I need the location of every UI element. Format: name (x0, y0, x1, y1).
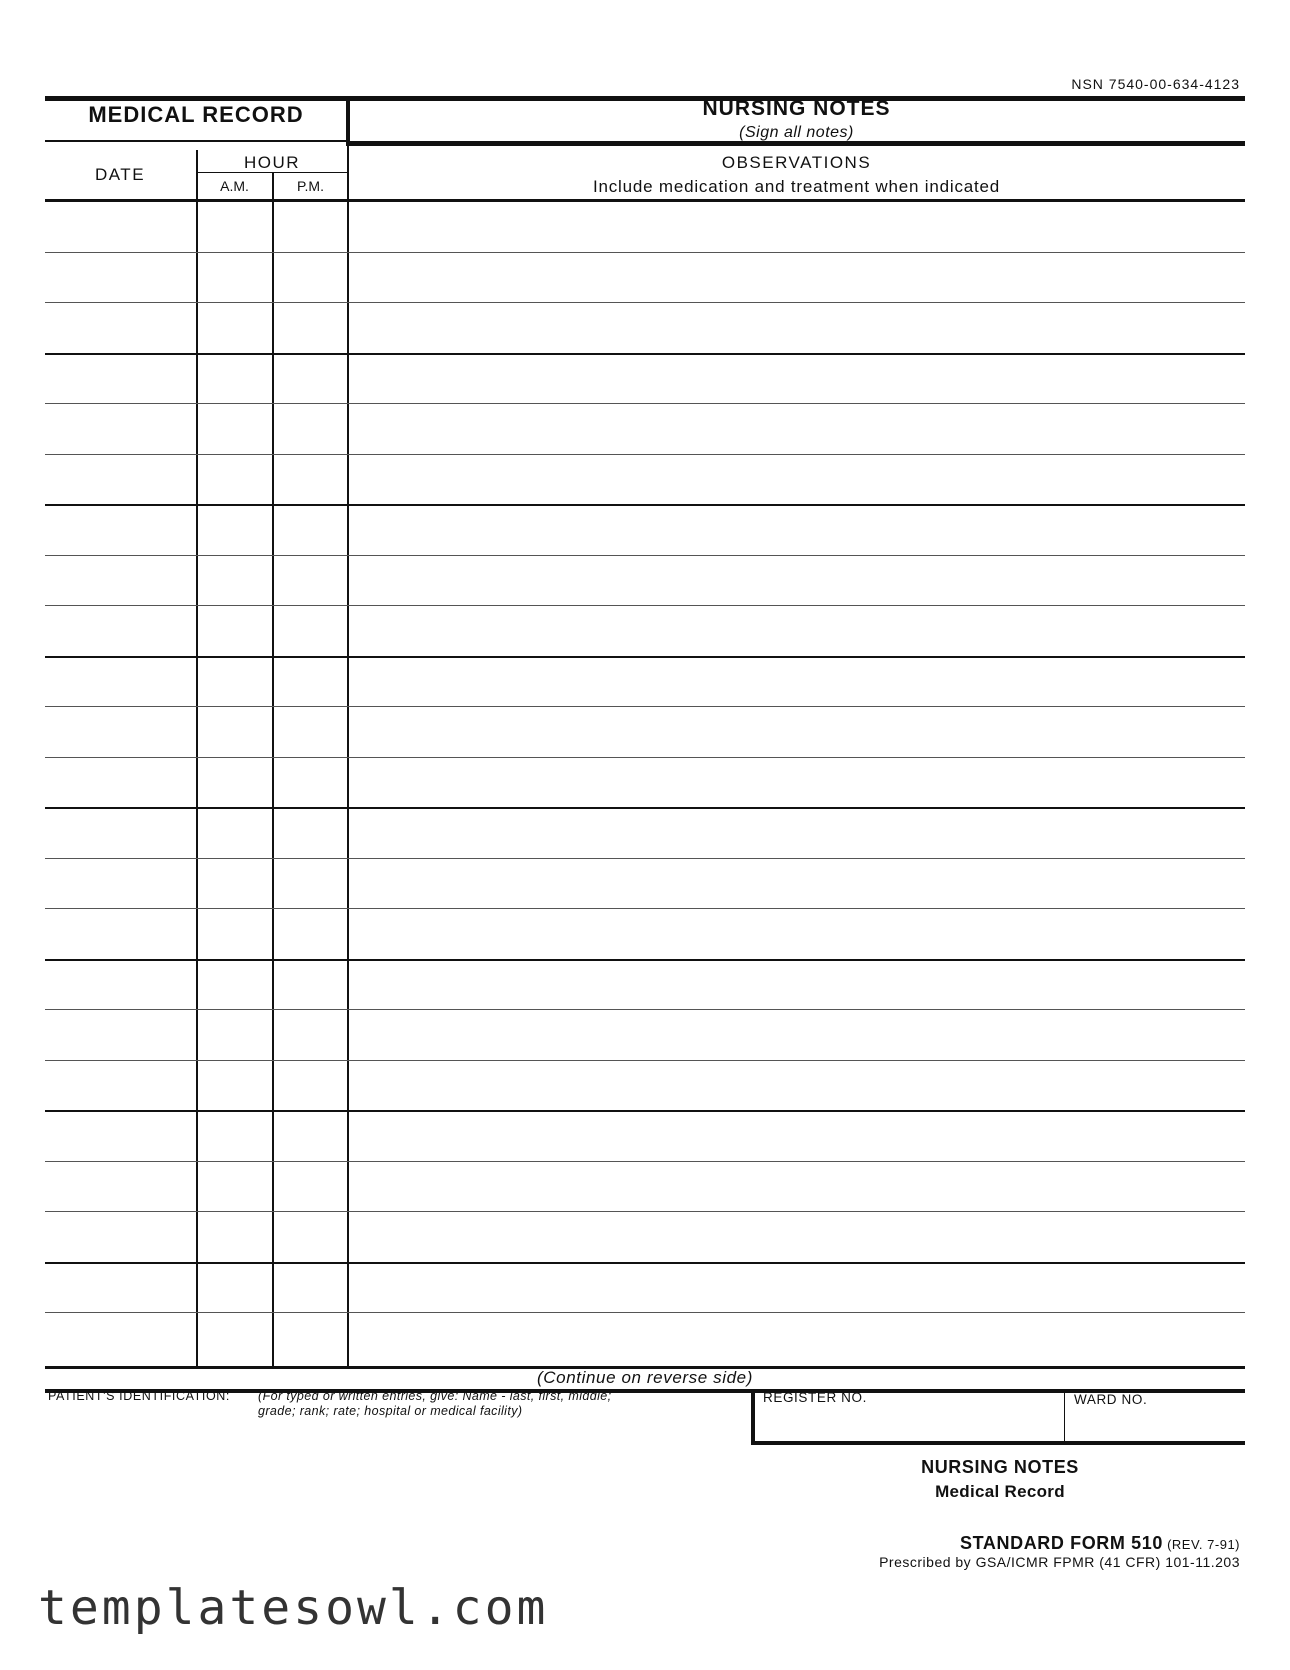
observation-cell[interactable] (350, 455, 1245, 505)
table-row (45, 960, 1245, 1010)
pm-cell[interactable] (274, 1263, 348, 1313)
table-row (45, 606, 1245, 656)
am-cell[interactable] (198, 808, 272, 858)
date-cell[interactable] (45, 1111, 196, 1161)
pm-cell[interactable] (274, 1111, 348, 1161)
table-row (45, 253, 1245, 303)
nursing-notes-table (45, 202, 1245, 1365)
pm-cell[interactable] (274, 859, 348, 909)
observation-cell[interactable] (350, 556, 1245, 606)
date-cell[interactable] (45, 909, 196, 959)
pm-cell[interactable] (274, 354, 348, 404)
observation-cell[interactable] (350, 960, 1245, 1010)
date-column-header: DATE (94, 165, 146, 184)
ward-box-divider (1064, 1389, 1065, 1441)
am-cell[interactable] (198, 1313, 272, 1363)
ward-no-field[interactable] (1066, 1410, 1244, 1440)
pm-cell[interactable] (274, 1212, 348, 1262)
patient-id-instructions (258, 1389, 718, 1419)
pm-cell[interactable] (274, 909, 348, 959)
observation-cell[interactable] (350, 505, 1245, 555)
register-box-left (751, 1389, 755, 1445)
date-cell[interactable] (45, 1162, 196, 1212)
table-row (45, 707, 1245, 757)
patient-id-instructions-line2: grade; rank; rate; hospital or medical facility) (258, 1404, 523, 1418)
pm-cell[interactable] (274, 253, 348, 303)
date-cell[interactable] (45, 859, 196, 909)
observation-cell[interactable] (350, 253, 1245, 303)
pm-cell[interactable] (274, 303, 348, 353)
am-cell[interactable] (198, 253, 272, 303)
pm-cell[interactable] (274, 657, 348, 707)
date-cell[interactable] (45, 657, 196, 707)
am-cell[interactable] (198, 556, 272, 606)
table-row (45, 1111, 1245, 1161)
pm-cell[interactable] (274, 606, 348, 656)
table-row (45, 1061, 1245, 1111)
register-no-label: REGISTER NO. (763, 1390, 867, 1405)
table-row (45, 202, 1245, 252)
date-cell[interactable] (45, 253, 196, 303)
pm-cell[interactable] (274, 808, 348, 858)
table-row (45, 657, 1245, 707)
observation-cell[interactable] (350, 657, 1245, 707)
date-cell[interactable] (45, 404, 196, 454)
pm-cell[interactable] (274, 505, 348, 555)
am-cell[interactable] (198, 303, 272, 353)
am-cell[interactable] (198, 455, 272, 505)
am-cell[interactable] (198, 859, 272, 909)
register-no-field[interactable] (756, 1408, 1061, 1440)
pm-column-header: P.M. (297, 178, 324, 194)
observation-cell[interactable] (350, 758, 1245, 808)
date-cell[interactable] (45, 1010, 196, 1060)
am-cell[interactable] (198, 505, 272, 555)
date-cell[interactable] (45, 1313, 196, 1363)
date-cell[interactable] (45, 808, 196, 858)
pm-cell[interactable] (274, 1061, 348, 1111)
patient-id-field[interactable] (45, 1420, 745, 1480)
footer-form-category: Medical Record (935, 1482, 1065, 1501)
table-row (45, 808, 1245, 858)
observation-cell[interactable] (350, 1111, 1245, 1161)
hour-column-header: HOUR (243, 153, 301, 172)
form-revision: (REV. 7-91) (1167, 1537, 1240, 1552)
table-row (45, 1162, 1245, 1212)
date-cell[interactable] (45, 758, 196, 808)
date-cell[interactable] (45, 1212, 196, 1262)
sign-all-notes: (Sign all notes) (739, 124, 854, 141)
pm-cell[interactable] (274, 202, 348, 252)
observation-cell[interactable] (350, 404, 1245, 454)
pm-cell[interactable] (274, 758, 348, 808)
patient-id-instructions-line1: (For typed or written entries, give: Name - last, first, middle; (258, 1389, 612, 1403)
pm-cell[interactable] (274, 960, 348, 1010)
observations-column-header: OBSERVATIONS (721, 153, 872, 172)
observation-cell[interactable] (350, 354, 1245, 404)
pm-cell[interactable] (274, 556, 348, 606)
am-cell[interactable] (198, 1010, 272, 1060)
table-row (45, 859, 1245, 909)
pm-cell[interactable] (274, 455, 348, 505)
date-cell[interactable] (45, 1061, 196, 1111)
am-cell[interactable] (198, 354, 272, 404)
observation-cell[interactable] (350, 909, 1245, 959)
observation-cell[interactable] (350, 303, 1245, 353)
date-cell[interactable] (45, 505, 196, 555)
prescribed-by: Prescribed by GSA/ICMR FPMR (41 CFR) 101-11.203 (879, 1554, 1240, 1570)
table-row (45, 354, 1245, 404)
table-row (45, 909, 1245, 959)
am-cell[interactable] (198, 758, 272, 808)
table-row (45, 1212, 1245, 1262)
standard-form-number: STANDARD FORM 510 (960, 1533, 1163, 1553)
am-cell[interactable] (198, 909, 272, 959)
medrec-bottom-rule (45, 140, 347, 142)
table-row (45, 556, 1245, 606)
patient-id-label: PATIENT'S IDENTIFICATION: (48, 1389, 230, 1403)
observation-cell[interactable] (350, 1313, 1245, 1363)
observation-cell[interactable] (350, 606, 1245, 656)
ward-no-label: WARD NO. (1074, 1392, 1148, 1407)
am-cell[interactable] (198, 1263, 272, 1313)
table-row (45, 758, 1245, 808)
date-cell[interactable] (45, 455, 196, 505)
am-cell[interactable] (198, 960, 272, 1010)
pm-cell[interactable] (274, 707, 348, 757)
observation-cell[interactable] (350, 808, 1245, 858)
table-row (45, 404, 1245, 454)
am-cell[interactable] (198, 202, 272, 252)
date-cell[interactable] (45, 303, 196, 353)
am-cell[interactable] (198, 1061, 272, 1111)
am-cell[interactable] (198, 707, 272, 757)
table-row (45, 303, 1245, 353)
pm-cell[interactable] (274, 404, 348, 454)
am-cell[interactable] (198, 404, 272, 454)
observation-cell[interactable] (350, 1212, 1245, 1262)
nursing-notes-title: NURSING NOTES (702, 97, 891, 120)
watermark: templatesowl.com (38, 1580, 549, 1636)
table-row (45, 1263, 1245, 1313)
medical-record-title: MEDICAL RECORD (88, 102, 304, 127)
observation-cell[interactable] (350, 1263, 1245, 1313)
am-cell[interactable] (198, 1212, 272, 1262)
observation-cell[interactable] (350, 707, 1245, 757)
footer-form-name: NURSING NOTES (921, 1457, 1079, 1477)
date-cell[interactable] (45, 960, 196, 1010)
am-cell[interactable] (198, 657, 272, 707)
date-cell[interactable] (45, 1263, 196, 1313)
table-row (45, 1010, 1245, 1060)
am-column-header: A.M. (220, 178, 249, 194)
standard-form-line (700, 1533, 1240, 1554)
continue-note: (Continue on reverse side) (537, 1368, 753, 1387)
observation-cell[interactable] (350, 1162, 1245, 1212)
observation-cell[interactable] (350, 1061, 1245, 1111)
table-row (45, 455, 1245, 505)
date-cell[interactable] (45, 202, 196, 252)
date-cell[interactable] (45, 354, 196, 404)
table-row (45, 505, 1245, 555)
observation-cell[interactable] (350, 859, 1245, 909)
am-cell[interactable] (198, 606, 272, 656)
register-box-bottom (751, 1441, 1245, 1445)
am-cell[interactable] (198, 1111, 272, 1161)
pm-cell[interactable] (274, 1162, 348, 1212)
observation-cell[interactable] (350, 1010, 1245, 1060)
pm-cell[interactable] (274, 1010, 348, 1060)
date-cell[interactable] (45, 556, 196, 606)
date-cell[interactable] (45, 606, 196, 656)
observations-note: Include medication and treatment when indicated (592, 177, 1001, 196)
pm-cell[interactable] (274, 1313, 348, 1363)
table-row (45, 1313, 1245, 1363)
date-cell[interactable] (45, 707, 196, 757)
am-cell[interactable] (198, 1162, 272, 1212)
observation-cell[interactable] (350, 202, 1245, 252)
nsn-number: NSN 7540-00-634-4123 (1071, 76, 1240, 92)
